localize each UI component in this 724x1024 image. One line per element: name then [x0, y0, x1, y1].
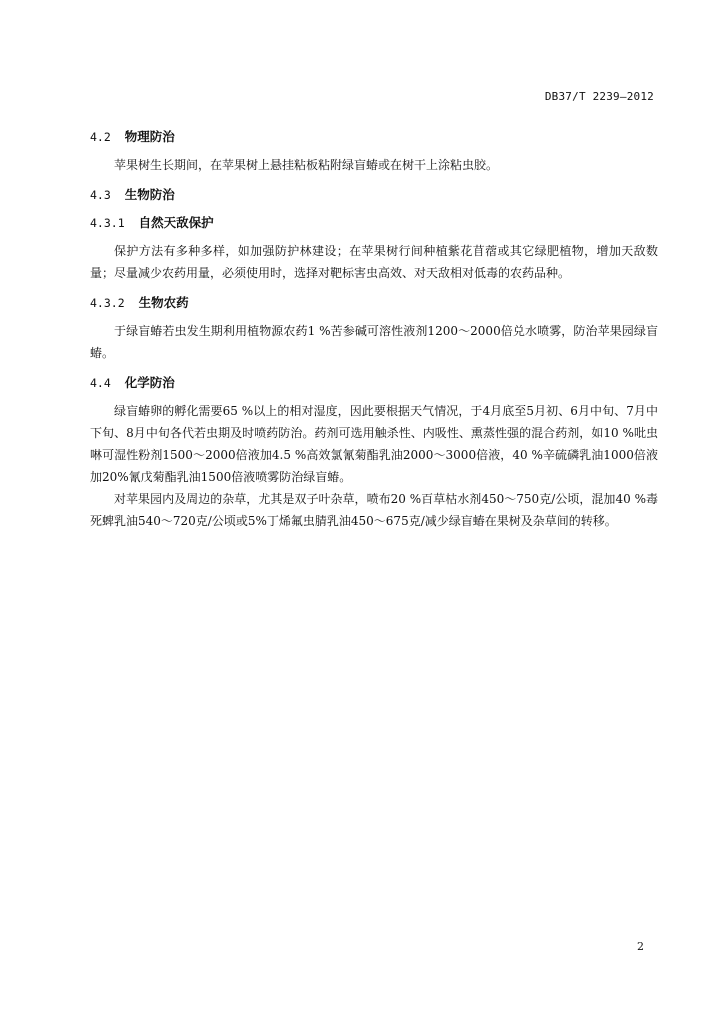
section-number: 4.3.1: [90, 216, 125, 230]
section-number: 4.2: [90, 130, 111, 144]
section-heading-4-3-1: [90, 214, 658, 232]
section-title: 物理防治: [124, 129, 175, 144]
document-code: DB37/T 2239—2012: [544, 90, 654, 103]
page-number: 2: [637, 940, 644, 953]
section-heading-4-2: [90, 128, 658, 146]
section-title: 生物农药: [138, 295, 189, 310]
section-title: 化学防治: [124, 375, 175, 390]
section-heading-4-3: [90, 186, 658, 204]
paragraph: 于绿盲蝽若虫发生期利用植物源农药1 %苦参碱可溶性液剂1200～2000倍兑水喷雾，防治苹果园绿盲蝽。: [90, 324, 658, 360]
section-number: 4.3.2: [90, 296, 125, 310]
section-number: 4.4: [90, 376, 111, 390]
paragraph: 保护方法有多种多样，如加强防护林建设；在苹果树行间种植紫花苜蓿或其它绿肥植物，增加天敌数量；尽量减少农药用量，必须使用时，选择对靶标害虫高效、对天敌相对低毒的农药品种。: [90, 244, 658, 280]
paragraph: 苹果树生长期间，在苹果树上悬挂粘板粘附绿盲蝽或在树干上涂粘虫胶。: [114, 158, 499, 172]
section-title: 生物防治: [124, 187, 175, 202]
paragraph: 对苹果园内及周边的杂草，尤其是双子叶杂草，喷布20 %百草枯水剂450～750克/公顷，混加40 %毒死蜱乳油540～720克/公顷或5%丁烯氟虫腈乳油450～675克/减少绿盲蝽在果树及杂草间的转移。: [90, 492, 658, 528]
section-number: 4.3: [90, 188, 111, 202]
section-heading-4-4: [90, 374, 658, 392]
document-body: [90, 128, 658, 532]
paragraph: 绿盲蝽卵的孵化需要65 %以上的相对湿度，因此要根据天气情况，于4月底至5月初、6月中旬、7月中下旬、8月中旬各代若虫期及时喷药防治。药剂可选用触杀性、内吸性、熏蒸性强的混合药剂，如10 %吡虫啉可湿性粉剂1500～2000倍液加4.5 %高效氯氰菊酯乳油2000～3000倍液，40 %辛硫磷乳油1000倍液加20%氰戊菊酯乳油1500倍液喷雾防治绿盲蝽。: [90, 404, 658, 484]
section-title: 自然天敌保护: [138, 215, 214, 230]
section-heading-4-3-2: [90, 294, 658, 312]
